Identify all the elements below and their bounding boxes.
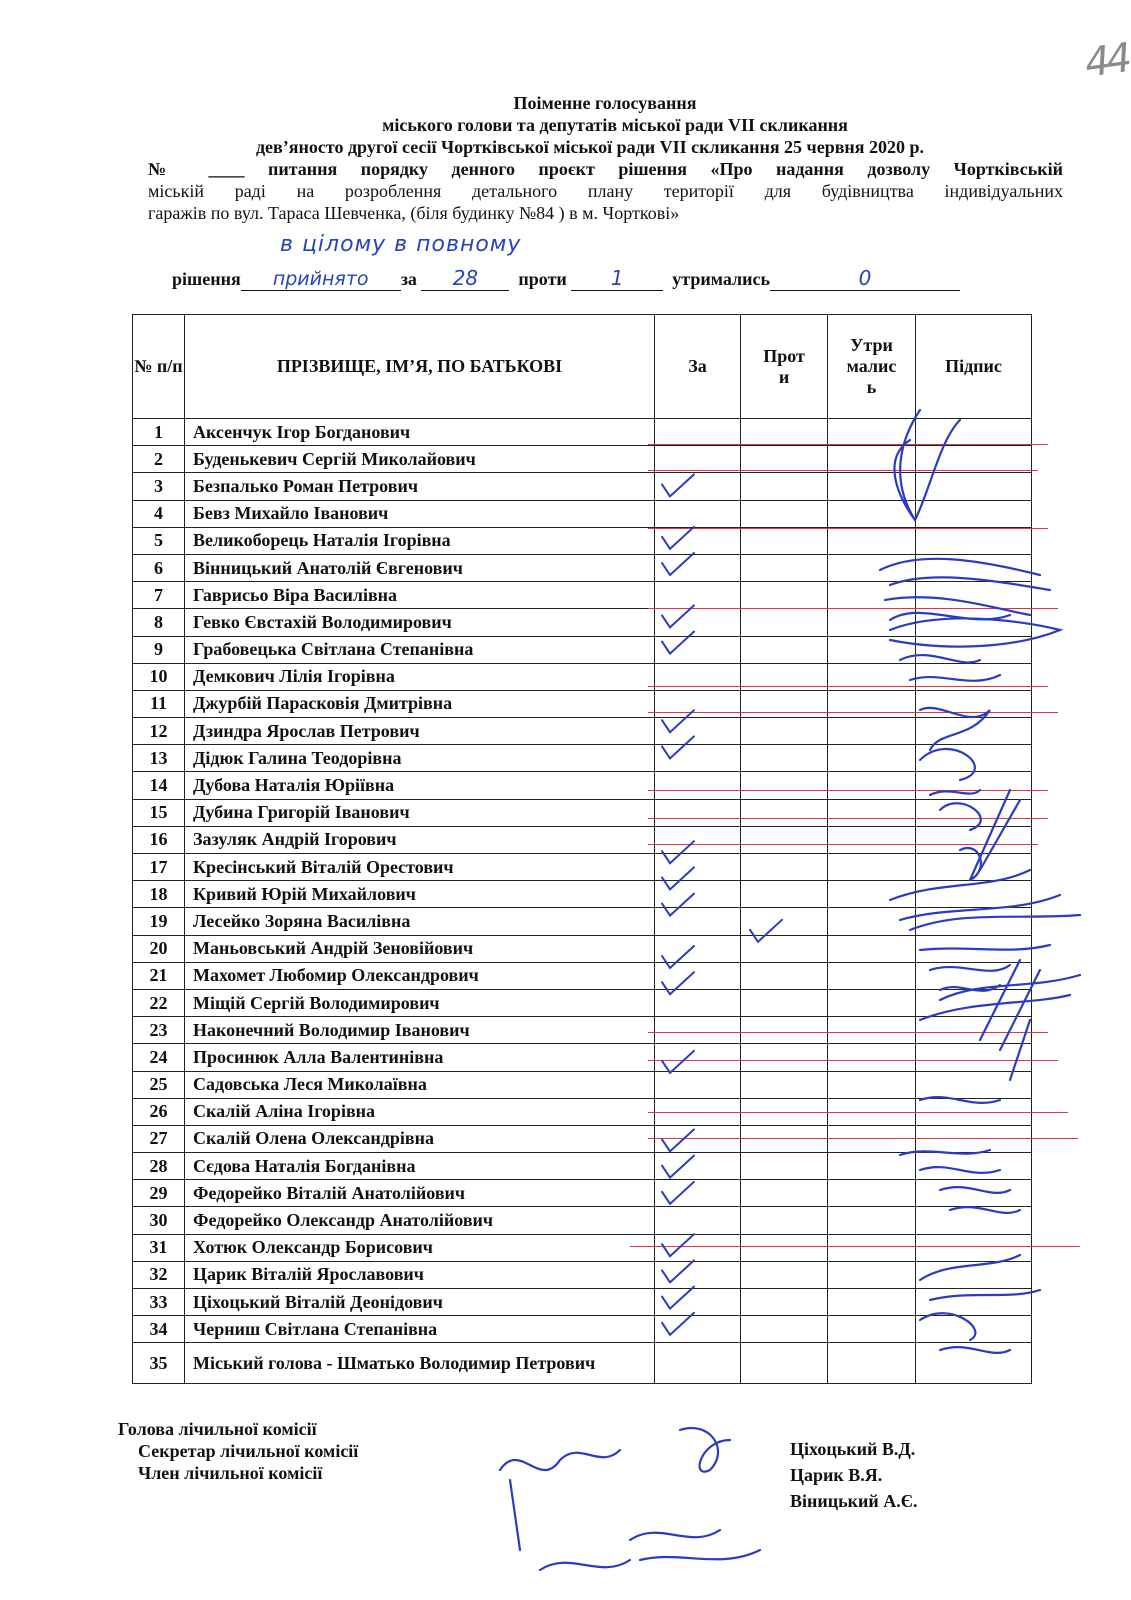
for-label: за	[400, 269, 417, 289]
member-name: Лесейко Зоряна Василівна	[185, 908, 655, 935]
tick-against-mark	[750, 920, 782, 942]
member-name: Буденькевич Сергій Миколайович	[185, 446, 655, 473]
member-name: Дубова Наталія Юріївна	[185, 772, 655, 799]
member-name: Великоборець Наталія Ігорівна	[185, 527, 655, 554]
row-number: 17	[133, 854, 185, 881]
col-against-header: Прот и	[741, 315, 828, 419]
role-secretary: Секретар лічильної комісії	[138, 1441, 359, 1461]
against-count: 1	[610, 266, 624, 290]
decision-value: прийнято	[272, 268, 369, 290]
member-name: Маньовський Андрій Зеновійович	[185, 935, 655, 962]
tick-for-mark	[662, 867, 694, 889]
handwritten-note: в цілому в повному	[280, 232, 522, 257]
row-number: 34	[133, 1316, 185, 1343]
row-number: 21	[133, 962, 185, 989]
tick-for-mark	[662, 1313, 694, 1335]
vote-ticks	[640, 420, 800, 1420]
member-name: Дідюк Галина Теодорівна	[185, 745, 655, 772]
tick-for-mark	[662, 474, 694, 496]
member-name: Бевз Михайло Іванович	[185, 500, 655, 527]
member-name: Ціхоцький Віталій Деонідович	[185, 1289, 655, 1316]
abstained-count: 0	[858, 266, 872, 290]
tick-for-mark	[662, 972, 694, 994]
member-name: Кривий Юрій Михайлович	[185, 881, 655, 908]
tick-for-mark	[662, 1234, 694, 1256]
member-name: Скалій Аліна Ігорівна	[185, 1098, 655, 1125]
name-member: Віницький А.Є.	[790, 1491, 918, 1511]
row-number: 35	[133, 1343, 185, 1384]
name-secretary: Царик В.Я.	[790, 1465, 883, 1485]
row-number: 30	[133, 1207, 185, 1234]
row-number: 20	[133, 935, 185, 962]
member-name: Черниш Світлана Степанівна	[185, 1316, 655, 1343]
row-number: 8	[133, 609, 185, 636]
tick-for-mark	[662, 1156, 694, 1178]
member-name: Міський голова - Шматько Володимир Петрович	[185, 1343, 655, 1384]
tick-for-mark	[662, 1051, 694, 1073]
member-name: Гевко Євстахій Володимирович	[185, 609, 655, 636]
row-number: 6	[133, 554, 185, 581]
row-number: 33	[133, 1289, 185, 1316]
member-name: Аксенчук Ігор Богданович	[185, 419, 655, 446]
tick-for-mark	[662, 527, 694, 549]
member-name: Гаврисьо Віра Василівна	[185, 582, 655, 609]
row-number: 4	[133, 500, 185, 527]
header-session: дев’яносто другої сесії Чортківської міської ради VII скликання 25 червня 2020 р.	[255, 137, 925, 157]
row-number: 28	[133, 1153, 185, 1180]
member-name: Хотюк Олександр Борисович	[185, 1234, 655, 1261]
member-name: Скалій Олена Олександрівна	[185, 1125, 655, 1152]
document-header	[140, 92, 1070, 224]
col-name-header: ПРІЗВИЩЕ, ІМ’Я, ПО БАТЬКОВІ	[185, 315, 655, 419]
row-number: 26	[133, 1098, 185, 1125]
col-for-header: За	[655, 315, 741, 419]
row-number: 18	[133, 881, 185, 908]
header-agenda-item: № ____ питання порядку денного проєкт рішення «Про надання дозволу Чортківській	[148, 159, 1063, 179]
row-number: 31	[133, 1234, 185, 1261]
row-number: 14	[133, 772, 185, 799]
row-number: 24	[133, 1044, 185, 1071]
member-name: Безпалько Роман Петрович	[185, 473, 655, 500]
member-name: Просинюк Алла Валентинівна	[185, 1044, 655, 1071]
decision-line	[172, 266, 1052, 291]
header-agenda-item-cont2: гаражів по вул. Тараса Шевченка, (біля будинку №84 ) в м. Чорткові»	[148, 203, 680, 223]
member-name: Садовська Леся Миколаївна	[185, 1071, 655, 1098]
tick-for-mark	[662, 894, 694, 916]
for-count: 28	[452, 266, 479, 290]
row-number: 25	[133, 1071, 185, 1098]
col-number-header: № п/п	[133, 315, 185, 419]
tick-for-mark	[662, 736, 694, 758]
row-number: 7	[133, 582, 185, 609]
tick-for-mark	[662, 1129, 694, 1151]
role-chair: Голова лічильної комісії	[118, 1419, 317, 1439]
member-name: Демкович Лілія Ігорівна	[185, 663, 655, 690]
member-name: Дзиндра Ярослав Петрович	[185, 718, 655, 745]
tick-for-mark	[662, 632, 694, 654]
header-agenda-item-cont1: міській раді на розроблення детального плану території для будівництва індивідуальних	[148, 181, 1063, 201]
signature-scribbles	[860, 400, 1090, 1420]
member-name: Махомет Любомир Олександрович	[185, 962, 655, 989]
tick-for-mark	[662, 553, 694, 575]
role-member: Член лічильної комісії	[138, 1463, 323, 1483]
row-number: 10	[133, 663, 185, 690]
row-number: 2	[133, 446, 185, 473]
header-title: Поіменне голосування	[513, 93, 697, 113]
against-label: проти	[518, 269, 567, 289]
member-name: Вінницький Анатолій Євгенович	[185, 554, 655, 581]
page-number: 44	[1082, 35, 1131, 87]
row-number: 15	[133, 799, 185, 826]
row-number: 9	[133, 636, 185, 663]
tick-for-mark	[662, 1260, 694, 1282]
tick-for-mark	[662, 710, 694, 732]
member-name: Наконечний Володимир Іванович	[185, 1017, 655, 1044]
row-number: 5	[133, 527, 185, 554]
member-name: Сєдова Наталія Богданівна	[185, 1153, 655, 1180]
member-name: Зазуляк Андрій Ігорович	[185, 826, 655, 853]
commission-signatures	[480, 1410, 800, 1595]
commission-names	[790, 1436, 917, 1514]
member-name: Міщій Сергій Володимирович	[185, 989, 655, 1016]
header-subtitle: міського голови та депутатів міської ради VII скликання	[382, 115, 848, 135]
tick-for-mark	[662, 1182, 694, 1204]
member-name: Федорейко Віталій Анатолійович	[185, 1180, 655, 1207]
row-number: 1	[133, 419, 185, 446]
member-name: Царик Віталій Ярославович	[185, 1261, 655, 1288]
row-number: 11	[133, 690, 185, 717]
row-number: 27	[133, 1125, 185, 1152]
row-number: 32	[133, 1261, 185, 1288]
row-number: 23	[133, 1017, 185, 1044]
member-name: Дубина Григорій Іванович	[185, 799, 655, 826]
tick-for-mark	[662, 1287, 694, 1309]
row-number: 3	[133, 473, 185, 500]
row-number: 12	[133, 718, 185, 745]
abstained-label: утримались	[672, 269, 770, 289]
tick-for-mark	[662, 841, 694, 863]
row-number: 22	[133, 989, 185, 1016]
row-number: 16	[133, 826, 185, 853]
member-name: Кресінський Віталій Орестович	[185, 854, 655, 881]
tick-for-mark	[662, 946, 694, 968]
member-name: Грабовецька Світлана Степанівна	[185, 636, 655, 663]
row-number: 19	[133, 908, 185, 935]
name-chair: Ціхоцький В.Д.	[790, 1439, 916, 1459]
row-number: 29	[133, 1180, 185, 1207]
member-name: Федорейко Олександр Анатолійович	[185, 1207, 655, 1234]
tick-for-mark	[662, 605, 694, 627]
decision-label: рішення	[172, 269, 241, 289]
col-signature-header: Підпис	[916, 315, 1032, 419]
member-name: Джурбій Парасковія Дмитрівна	[185, 690, 655, 717]
commission-roles	[118, 1418, 358, 1484]
row-number: 13	[133, 745, 185, 772]
col-abstain-header: Утри малис ь	[828, 315, 916, 419]
